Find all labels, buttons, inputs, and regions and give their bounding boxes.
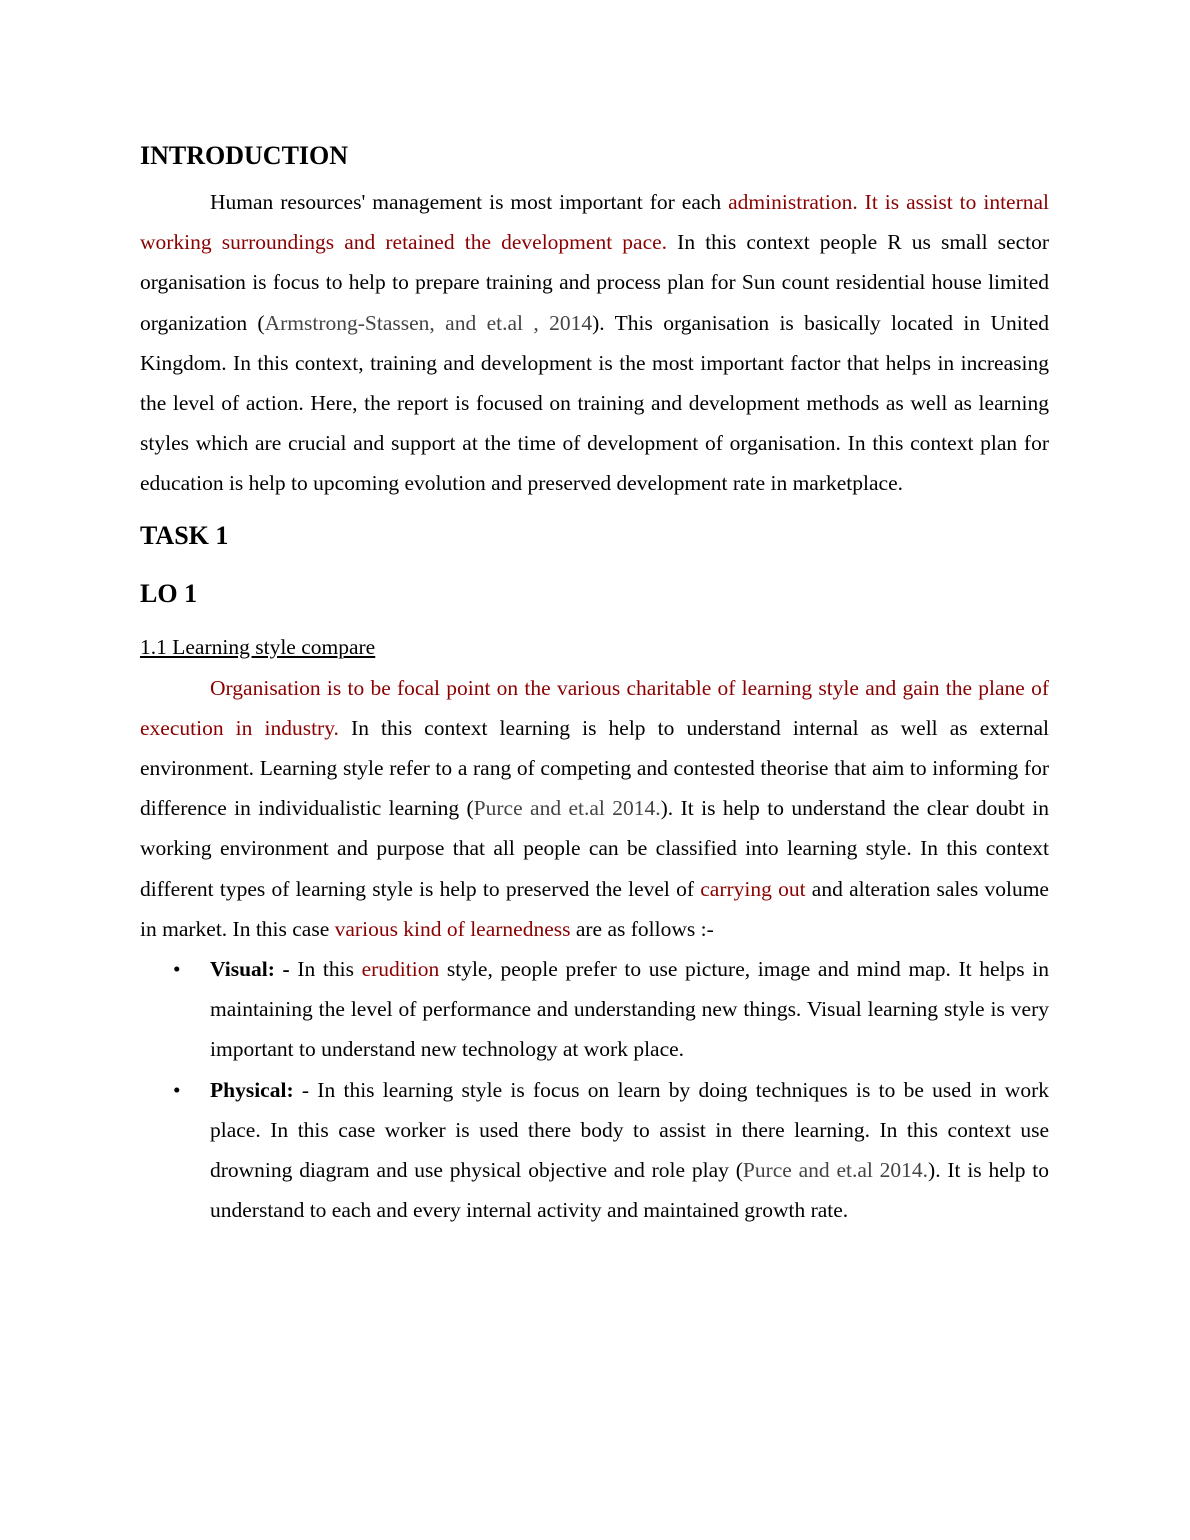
physical-text-1: - In this learning style is focus on learn by doing techniques is to be used in work place. In this case worker is used there body to assist in there learning. In this context use drowning diagram and use physical objective and role play ( <box>210 1077 1049 1183</box>
list-item-visual <box>140 949 1049 1070</box>
list-item-physical <box>140 1070 1049 1231</box>
intro-text-1: Human resources' management is most important for each <box>210 190 729 214</box>
visual-text-3: style, people prefer to use picture, image and mind map. It helps in maintaining the level of performance and understanding new things. Visual learning style is very important to understand new technology at work place. <box>210 957 1049 1062</box>
intro-citation: Armstrong-Stassen, and et.al , 2014 <box>264 310 593 335</box>
visual-text-2: erudition <box>361 957 440 982</box>
bullet-icon: • <box>173 1077 181 1102</box>
introduction-paragraph <box>140 182 1049 504</box>
section-text-3: ). It is help to understand the clear doubt in working environment and purpose that all people can be classified into learning style. In this context different types of learning style is help to preserved the level of <box>140 796 1050 901</box>
section-text-1: Organisation is to be focal point on the various charitable of learning style and gain the plane of execution in industry. <box>140 675 1049 740</box>
physical-text-2: ). It is help to understand to each and every internal activity and maintained growth rate. <box>210 1158 1049 1223</box>
physical-label: Physical: <box>210 1077 294 1102</box>
section-text-7: are as follows :- <box>570 916 714 941</box>
physical-citation: Purce and et.al 2014. <box>742 1158 929 1183</box>
visual-label: Visual: - <box>210 957 290 982</box>
document-page <box>140 138 1049 1230</box>
learning-style-list <box>140 949 1049 1230</box>
section-text-4: carrying out <box>700 876 806 901</box>
bullet-icon: • <box>173 957 181 982</box>
intro-text-4: ). This organisation is basically located in United Kingdom. In this context, training and development is the most important factor that helps in increasing the level of action. Here, the report is focused on training and development methods as well as learning styles which are crucial and support at the time of development of organisation. In this context plan for education is help to upcoming evolution and preserved development rate in marketplace. <box>140 310 1049 496</box>
intro-text-2: administration. It is assist to internal working surroundings and retained the development pace. <box>140 190 1050 255</box>
learning-style-subheading: 1.1 Learning style compare <box>140 634 376 659</box>
section-citation: Purce and et.al 2014. <box>473 796 661 821</box>
section-text-5: and alteration sales volume in market. In this case <box>140 876 1049 941</box>
visual-text-1: In this <box>289 957 362 982</box>
section-text-6: various kind of learnedness <box>334 916 571 941</box>
learning-style-paragraph <box>140 668 1049 949</box>
lo-heading: LO 1 <box>140 578 198 608</box>
introduction-heading: INTRODUCTION <box>140 141 349 170</box>
task-heading: TASK 1 <box>140 520 229 550</box>
section-text-2: In this context learning is help to understand internal as well as external environment. Learning style refer to a rang of competing and contested theorise that aim to informing for difference in individualistic learning ( <box>140 715 1049 821</box>
intro-text-3: In this context people R us small sector organisation is focus to help to prepare training and process plan for Sun count residential house limited organization ( <box>140 230 1050 335</box>
